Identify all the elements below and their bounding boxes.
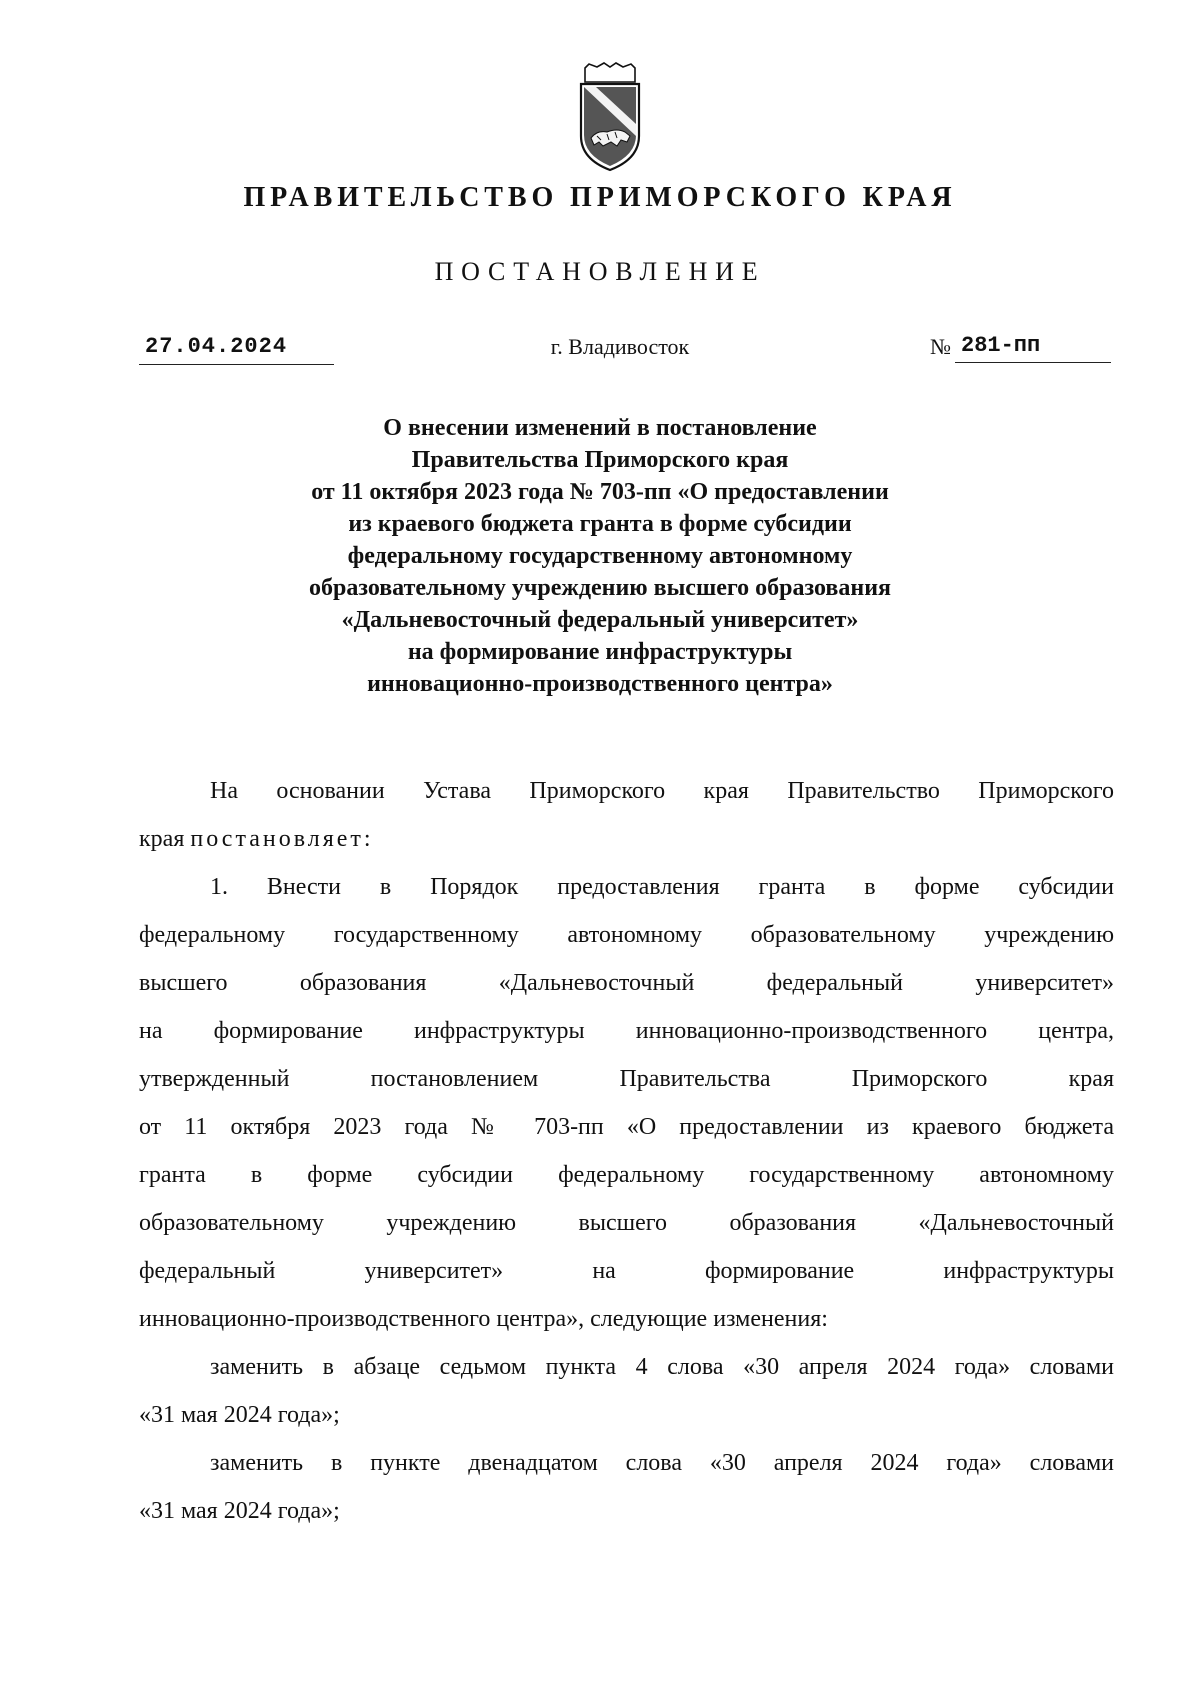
document-number: 281-пп	[955, 330, 1111, 363]
title-line: инновационно-производственного центра»	[367, 671, 833, 697]
title-line: на формирование инфраструктуры	[407, 639, 793, 665]
number-sign: №	[930, 334, 951, 359]
body-text: края	[139, 826, 185, 852]
body-line: высшего образования «Дальневосточный федеральный университет»	[139, 970, 1114, 996]
body-line: федеральному государственному автономному образовательному учреждению	[139, 922, 1114, 948]
body-line: заменить в пункте двенадцатом слова «30 апреля 2024 года» словами	[210, 1450, 1114, 1476]
resolution-verb: постановляет:	[190, 826, 374, 852]
title-line: из краевого бюджета гранта в форме субсидии	[348, 511, 852, 537]
document-type: ПОСТАНОВЛЕНИЕ	[434, 257, 766, 286]
body-line: утвержденный постановлением Правительства Приморского края	[139, 1066, 1114, 1092]
organization-name: ПРАВИТЕЛЬСТВО ПРИМОРСКОГО КРАЯ	[243, 182, 957, 213]
body-line: заменить в абзаце седьмом пункта 4 слова «30 апреля 2024 года» словами	[210, 1354, 1114, 1380]
document-date: 27.04.2024	[145, 334, 288, 359]
body-line: федеральный университет» на формирование инфраструктуры	[139, 1258, 1114, 1284]
body-line: На основании Устава Приморского края Правительство Приморского	[210, 778, 1114, 804]
title-line: федеральному государственному автономному	[347, 543, 853, 569]
document-title	[160, 412, 1040, 700]
title-line: «Дальневосточный федеральный университет»	[341, 607, 859, 633]
document-date-field	[139, 330, 334, 365]
document-body	[139, 767, 1114, 1535]
title-line: Правительства Приморского края	[411, 447, 789, 473]
body-line: образовательному учреждению высшего образования «Дальневосточный	[139, 1210, 1114, 1236]
primorsky-krai-coat-of-arms-icon	[577, 62, 643, 172]
body-line: «31 мая 2024 года»;	[139, 1402, 340, 1428]
body-line: от 11 октября 2023 года № 703-пп «О предоставлении из краевого бюджета	[139, 1114, 1114, 1140]
body-line: гранта в форме субсидии федеральному государственному автономному	[139, 1162, 1114, 1188]
body-line: на формирование инфраструктуры инновационно-производственного центра,	[139, 1018, 1114, 1044]
document-city: г. Владивосток	[550, 334, 690, 359]
body-line: «31 мая 2024 года»;	[139, 1498, 340, 1524]
body-line	[139, 815, 1114, 863]
body-line: инновационно-производственного центра», следующие изменения:	[139, 1306, 828, 1332]
title-line: от 11 октября 2023 года № 703-пп «О предоставлении	[311, 479, 889, 505]
document-number-field	[930, 330, 1114, 364]
body-line: 1. Внести в Порядок предоставления гранта в форме субсидии	[210, 874, 1114, 900]
title-line: О внесении изменений в постановление	[383, 415, 817, 441]
title-line: образовательному учреждению высшего образования	[308, 575, 892, 601]
